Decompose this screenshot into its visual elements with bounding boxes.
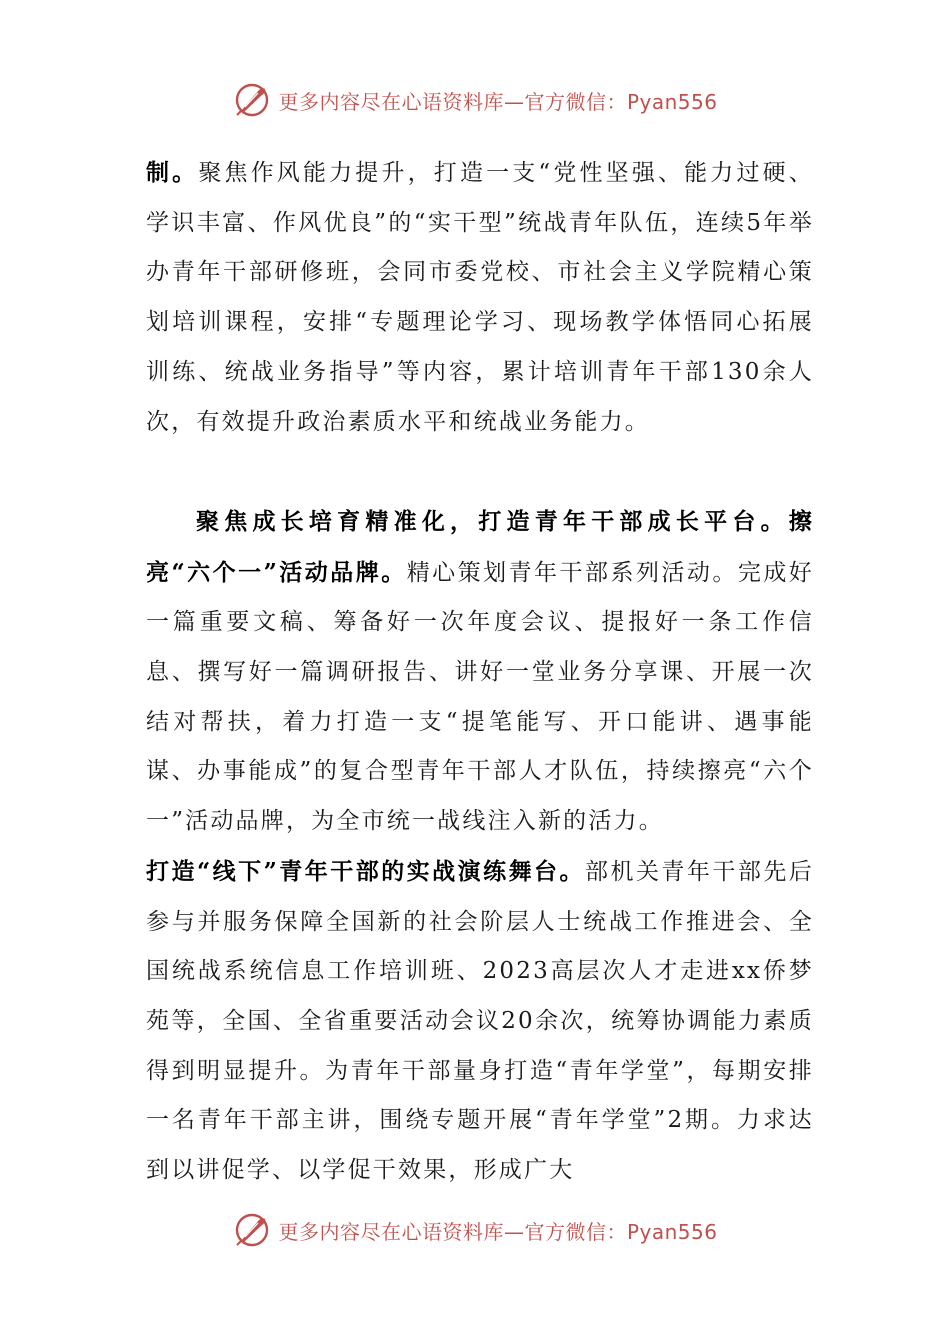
header-banner — [0, 78, 950, 122]
footer-banner — [0, 1208, 950, 1252]
para2-bold-heading: 聚焦成长培育精准化，打造青年干部成长平台。擦亮“六个一”活动品牌。 — [146, 507, 814, 586]
para1-body: 聚焦作风能力提升，打造一支“党性坚强、能力过硬、学识丰富、作风优良”的“实干型”统战青年队伍，连续5年举办青年干部研修班，会同市委党校、市社会主义学院精心策划培训课程，安排“专题理论学习、现场教学体悟同心拓展训练、统战业务指导”等内容，累计培训青年干部130余人次，有效提升政治素质水平和统战业务能力。 — [146, 160, 814, 435]
para2-body: 精心策划青年干部系列活动。完成好一篇重要文稿、筹备好一次年度会议、提报好一条工作信息、撰写好一篇调研报告、讲好一堂业务分享课、开展一次结对帮扶，着力打造一支“提笔能写、开口能讲、遇事能谋、办事能成”的复合型青年干部人才队伍，持续擦亮“六个一”活动品牌，为全市统一战线注入新的活力。 — [146, 559, 814, 835]
para3-bold-heading: 打造“线下”青年干部的实战演练舞台。 — [146, 857, 585, 885]
feather-pen-logo-icon — [232, 1210, 272, 1250]
paragraph-3 — [146, 847, 814, 1196]
para3-body: 部机关青年干部先后参与并服务保障全国新的社会阶层人士统战工作推进会、全国统战系统信息工作培训班、2023高层次人才走进xx侨梦苑等，全国、全省重要活动会议20余次，统筹协调能力素质得到明显提升。为青年干部量身打造“青年学堂”，每期安排一名青年干部主讲，围绕专题开展“青年学堂”2期。力求达到以讲促学、以学促干效果，形成广大 — [146, 858, 814, 1184]
paragraph-2 — [146, 497, 814, 847]
paragraph-1 — [146, 148, 814, 447]
para1-bold-lead: 制。 — [146, 159, 199, 186]
header-banner-text: 更多内容尽在心语资料库—官方微信：Pyan556 — [278, 89, 718, 114]
feather-pen-logo-icon — [232, 80, 272, 120]
paragraph-spacer — [146, 447, 814, 497]
footer-banner-text: 更多内容尽在心语资料库—官方微信：Pyan556 — [278, 1219, 718, 1244]
document-body — [146, 148, 814, 1196]
